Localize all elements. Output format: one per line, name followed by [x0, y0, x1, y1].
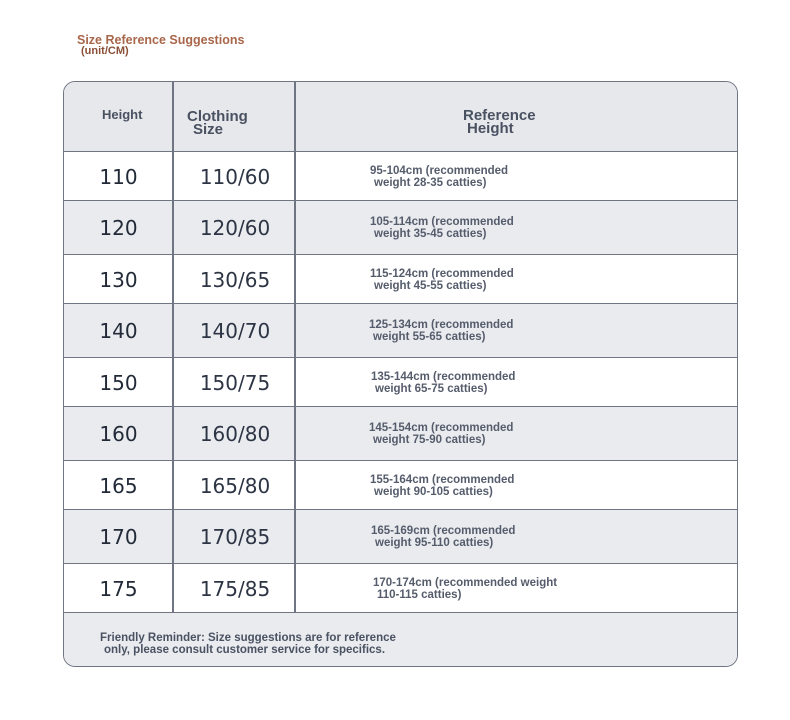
- reference-line2: weight 95-110 catties): [375, 536, 494, 549]
- reference-line1: 125-134cm (recommended: [369, 319, 514, 331]
- clothing-size-cell: 140/70: [199, 319, 271, 343]
- height-cell: 160: [99, 422, 138, 446]
- table-row: [64, 564, 737, 613]
- clothing-size-cell: 165/80: [199, 474, 271, 498]
- reference-line2: weight 65-75 catties): [375, 382, 488, 395]
- column-header-height: Height: [102, 107, 143, 122]
- reference-line2: weight 55-65 catties): [373, 330, 486, 343]
- reference-line2: weight 35-45 catties): [374, 227, 487, 240]
- reference-height-cell: [373, 578, 557, 601]
- reference-line1: 155-164cm (recommended: [370, 474, 515, 486]
- reference-line2: weight 28-35 catties): [374, 176, 487, 189]
- reference-height-cell: [371, 526, 515, 549]
- reference-height-cell: [370, 217, 514, 240]
- reminder-line2: only, please consult customer service for specifics.: [104, 644, 386, 656]
- column-header-reference-line2: Height: [467, 120, 514, 137]
- clothing-size-cell: 120/60: [199, 216, 271, 240]
- clothing-size-cell: 150/75: [199, 371, 271, 395]
- reference-line1: 170-174cm (recommended weight: [373, 577, 558, 589]
- reference-height-cell: [371, 372, 515, 395]
- clothing-size-cell: 110/60: [199, 165, 271, 189]
- reference-line2: weight 75-90 catties): [373, 433, 486, 446]
- size-table: [63, 81, 738, 667]
- table-row: [64, 461, 737, 510]
- reference-height-cell: [370, 269, 514, 292]
- column-header-reference-line1: Reference: [463, 107, 536, 124]
- column-divider-1: [172, 82, 174, 613]
- unit-label: (unit/CM): [81, 45, 129, 57]
- reference-line1: 135-144cm (recommended: [371, 371, 516, 383]
- height-cell: 120: [99, 216, 138, 240]
- height-cell: 140: [99, 319, 138, 343]
- reference-height-cell: [370, 166, 508, 189]
- table-row: [64, 152, 737, 201]
- height-cell: 130: [99, 268, 138, 292]
- clothing-size-cell: 130/65: [199, 268, 271, 292]
- reference-line1: 95-104cm (recommended: [370, 165, 509, 177]
- table-row: [64, 407, 737, 461]
- clothing-size-cell: 160/80: [199, 422, 271, 446]
- page-title: Size Reference Suggestions: [77, 33, 245, 47]
- reference-line1: 115-124cm (recommended: [370, 268, 514, 280]
- reference-line1: 165-169cm (recommended: [371, 525, 516, 537]
- height-cell: 110: [99, 165, 138, 189]
- reference-line2: 110-115 catties): [377, 588, 462, 601]
- column-header-clothing-line2: Size: [193, 121, 224, 138]
- reminder-line1: Friendly Reminder: Size suggestions are for reference: [100, 632, 396, 644]
- reminder-text: [100, 632, 396, 656]
- clothing-size-cell: 175/85: [199, 577, 271, 601]
- table-row: [64, 304, 737, 358]
- footer-reminder: [64, 613, 737, 666]
- table-row: [64, 255, 737, 304]
- column-divider-2: [294, 82, 296, 613]
- clothing-size-cell: 170/85: [199, 525, 271, 549]
- table-row: [64, 201, 737, 255]
- table-header-row: [64, 82, 737, 152]
- reference-line1: 105-114cm (recommended: [370, 216, 514, 228]
- table-row: [64, 510, 737, 564]
- reference-height-cell: [369, 320, 513, 343]
- height-cell: 165: [99, 474, 138, 498]
- column-header-reference-height: [463, 109, 536, 135]
- height-cell: 150: [99, 371, 138, 395]
- column-header-clothing-size: [187, 110, 248, 136]
- table-row: [64, 358, 737, 407]
- reference-line1: 145-154cm (recommended: [369, 422, 514, 434]
- reference-line2: weight 45-55 catties): [374, 279, 487, 292]
- height-cell: 170: [99, 525, 138, 549]
- reference-line2: weight 90-105 catties): [374, 485, 493, 498]
- height-cell: 175: [99, 577, 138, 601]
- reference-height-cell: [369, 423, 513, 446]
- reference-height-cell: [370, 475, 514, 498]
- column-header-clothing-line1: Clothing: [187, 108, 248, 125]
